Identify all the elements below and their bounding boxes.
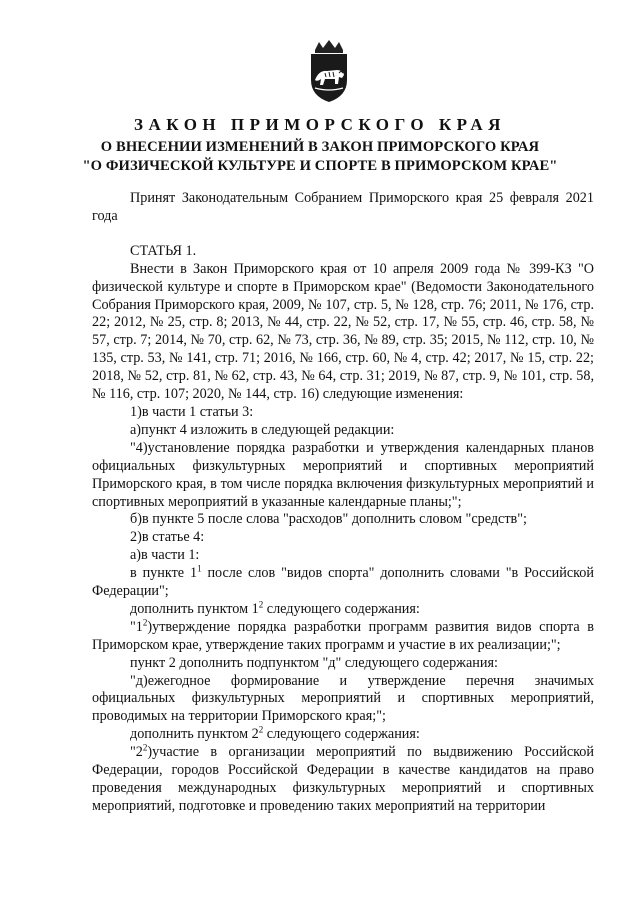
law-title: ЗАКОН ПРИМОРСКОГО КРАЯ bbox=[134, 115, 506, 134]
paragraph-add-point-2-2 bbox=[92, 726, 594, 744]
superscript: 2 bbox=[142, 617, 148, 628]
item-1: 1)в части 1 статьи 3: bbox=[130, 403, 254, 420]
law-subtitle-line2: "О ФИЗИЧЕСКОЙ КУЛЬТУРЕ И СПОРТЕ В ПРИМОРСКОМ КРАЕ" bbox=[82, 158, 558, 174]
text-part: дополнить пунктом 2 bbox=[130, 726, 259, 743]
paragraph-point-2: пункт 2 дополнить подпунктом "д" следующего содержания: bbox=[130, 654, 498, 671]
item-1b: б)в пункте 5 после слова "расходов" дополнить словом "средств"; bbox=[130, 511, 527, 528]
law-subtitle-line1: О ВНЕСЕНИИ ИЗМЕНЕНИЙ В ЗАКОН ПРИМОРСКОГО КРАЯ bbox=[100, 139, 540, 155]
emblem-graphic bbox=[301, 40, 357, 104]
item-2: 2)в статье 4: bbox=[130, 529, 205, 546]
superscript: 2 bbox=[258, 724, 264, 735]
text-part: следующего содержания: bbox=[263, 726, 420, 743]
text-part: после слов "видов спорта" дополнить словами "в Российской Федерации"; bbox=[92, 565, 594, 600]
paragraph-add-point-1-2 bbox=[92, 601, 594, 619]
superscript: 1 bbox=[197, 563, 202, 574]
law-body bbox=[92, 190, 594, 816]
article-heading: СТАТЬЯ 1. bbox=[130, 242, 197, 259]
text-part: )утверждение порядка разработки программ развития видов спорта в Приморском крае, утверждение таких программ и участие в их реализации;"; bbox=[92, 618, 594, 653]
superscript: 2 bbox=[258, 599, 264, 610]
article-intro: Внести в Закон Приморского края от 10 апреля 2009 года № 399-КЗ "О физической культуре и спорте в Приморском крае" (Ведомости Законодательного Собрания Приморского края, 2009, № 107, стр. 5, № 128, стр. 76; 2011, № 176, стр. 22; 2012, № 25, стр. 8; 2013, № 44, стр. 22, № 52, стр. 17, № 55, стр. 46, стр. 58, № 57, стр. 7; 2014, № 70, стр. 62, № 73, стр. 36, № 89, стр. 35; 2015, № 112, стр. 10, № 135, стр. 53, № 141, стр. 71; 2016, № 166, стр. 60, № 4, стр. 42; 2017, № 15, стр. 22; 2018, № 52, стр. 81, № 62, стр. 43, № 64, стр. 31; 2019, № 87, стр. 9, № 101, стр. 58, № 116, стр. 107; 2020, № 144, стр. 16) следующие изменения: bbox=[92, 260, 594, 403]
paragraph-subpoint-d: "д)ежегодное формирование и утверждение перечня значимых официальных физкультурных мероприятий и спортивных мероприятий, проводимых на территории Приморского края;"; bbox=[92, 672, 594, 725]
paragraph-point-1-2-text bbox=[92, 619, 594, 655]
superscript: 2 bbox=[142, 742, 148, 753]
paragraph-point-1-1 bbox=[92, 565, 594, 601]
adoption-note: Принят Законодательным Собранием Приморского края 25 февраля 2021 года bbox=[92, 190, 594, 224]
text-part: дополнить пунктом 1 bbox=[130, 600, 259, 617]
text-part: )участие в организации мероприятий по выдвижению Российской Федерации, городов Российской Федерации в качестве кандидатов на право проведения международных физкультурных мероприятий и спортивных мероприятий, подготовке и проведению таких мероприятий на территории bbox=[92, 744, 594, 814]
item-1a: а)пункт 4 изложить в следующей редакции: bbox=[130, 421, 395, 438]
item-1a-text: "4)установление порядка разработки и утверждения календарных планов официальных физкультурных мероприятий и спортивных мероприятий Приморского края, в том числе порядка включения физкультурных мероприятий и спортивных мероприятий в указанные календарные планы;"; bbox=[92, 439, 594, 510]
coat-of-arms-icon bbox=[301, 40, 357, 104]
paragraph-point-2-2-text bbox=[92, 744, 594, 816]
item-2a: а)в части 1: bbox=[130, 547, 200, 564]
text-part: "2 bbox=[130, 744, 143, 761]
text-part: в пункте 1 bbox=[130, 565, 198, 582]
text-part: "1 bbox=[130, 618, 143, 635]
text-part: следующего содержания: bbox=[263, 600, 420, 617]
